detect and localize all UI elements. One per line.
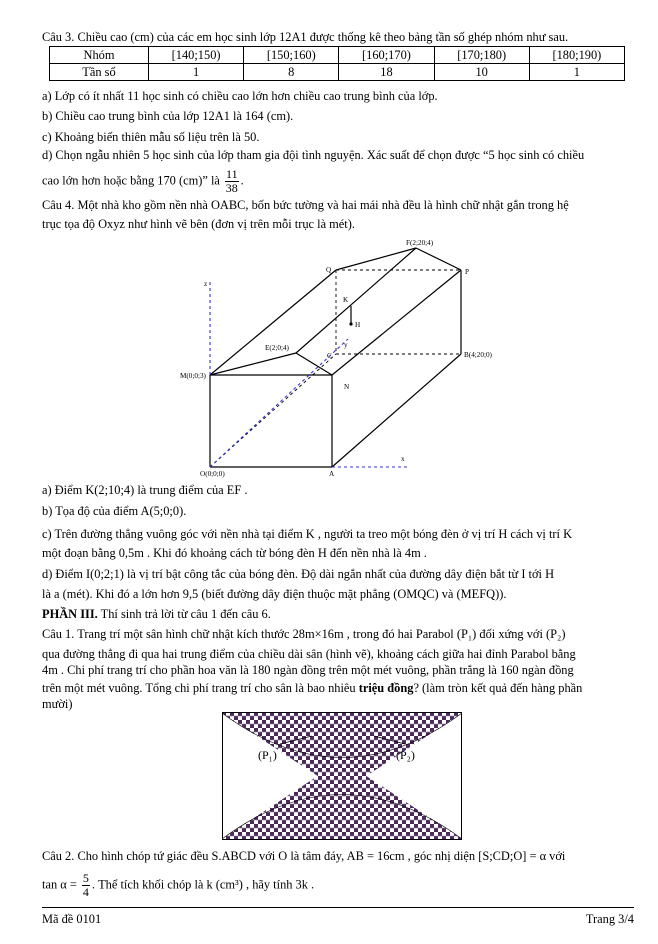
table-cell: [160;170) — [339, 47, 434, 64]
label-A: A — [329, 470, 335, 478]
label-N: N — [344, 383, 350, 391]
p1-parabola-label: (P₁) — [258, 748, 277, 762]
p1-line5: mười) — [42, 697, 73, 711]
table-cell: Nhóm — [50, 47, 149, 64]
table-row — [50, 64, 625, 81]
table-row — [50, 47, 625, 64]
table-cell: [170;180) — [434, 47, 529, 64]
label-y: y — [344, 341, 348, 349]
frequency-table — [49, 46, 625, 81]
table-cell: 1 — [149, 64, 244, 81]
fraction-numerator: 5 — [82, 871, 89, 885]
q4-option-c-line1: c) Trên đường thẳng vuông góc với nền nhà tại điểm K , người ta treo một bóng đèn ở vị trí H cách vị trí K — [42, 527, 573, 541]
p2-parabola-label: (P₂) — [396, 748, 415, 762]
page-number: Trang 3/4 — [585, 912, 634, 926]
p1-line4-text: trên một mét vuông. Tổng chi phí trang trí cho sân là bao nhiêu — [42, 681, 359, 695]
p1-line4-end: ? (làm tròn kết quả đến hàng phần — [413, 681, 583, 695]
exam-code: Mã đề 0101 — [42, 912, 102, 926]
q3-option-d-line2 — [42, 168, 244, 195]
footer-divider — [42, 907, 634, 908]
q3-intro: Câu 3. Chiều cao (cm) của các em học sinh lớp 12A1 được thống kê theo bảng tần số ghép nhóm như sau. — [42, 30, 569, 44]
table-cell: Tần số — [50, 64, 149, 81]
label-K: K — [343, 296, 349, 304]
warehouse-figure — [180, 236, 510, 480]
label-F: F(2;20;4) — [406, 239, 434, 247]
table-cell: [180;190) — [529, 47, 624, 64]
p1-line4 — [42, 680, 582, 696]
table-cell: [140;150) — [149, 47, 244, 64]
q4-option-c-line2: một đoạn bằng 0,5m . Khi đó khoảng cách từ bóng đèn H đến nền nhà là 4m . — [42, 546, 427, 560]
fraction — [225, 168, 239, 195]
label-M: M(0;0;3) — [180, 372, 206, 380]
parabola-yard-figure — [222, 712, 462, 840]
label-O: O(0;0;0) — [200, 470, 225, 478]
fraction-numerator: 11 — [226, 167, 238, 181]
part3-subtitle: Thí sinh trả lời từ câu 1 đến câu 6. — [97, 607, 271, 621]
label-H: H — [355, 321, 361, 329]
label-P: P — [465, 268, 469, 276]
p1-line4-bold: triệu đồng — [358, 681, 414, 695]
q4-option-b: b) Tọa độ của điểm A(5;0;0). — [42, 504, 187, 518]
q4-intro-line2: trục tọa độ Oxyz như hình vẽ bên (đơn vị trên mỗi trục là mét). — [42, 217, 355, 231]
p2-line2 — [42, 872, 314, 899]
label-E: E(2;0;4) — [265, 344, 289, 352]
label-z: z — [204, 280, 208, 288]
q3-d-text: cao lớn hơn hoặc bằng 170 (cm)” là — [42, 173, 220, 188]
q4-option-d-line1: d) Điểm I(0;2;1) là vị trí bật công tắc của bóng đèn. Độ dài ngắn nhất của đường dây điện bắt từ I tới H — [42, 567, 555, 581]
part3-title: PHẦN III. — [42, 607, 98, 621]
table-cell: 18 — [339, 64, 434, 81]
q3-option-a: a) Lớp có ít nhất 11 học sinh có chiều cao lớn hơn chiều cao trung bình của lớp. — [42, 89, 438, 103]
q4-intro-line1: Câu 4. Một nhà kho gồm nền nhà OABC, bốn bức tường và hai mái nhà đều là hình chữ nhật gắn trong hệ — [42, 198, 569, 212]
fraction-denominator: 4 — [82, 885, 89, 899]
p1-line2: qua đường thẳng đi qua hai trung điểm của chiều dài sân (hình vẽ), khoảng cách giữa hai đỉnh Parabol bằng — [42, 647, 576, 661]
label-Q: Q — [326, 266, 332, 274]
q3-option-b: b) Chiều cao trung bình của lớp 12A1 là 164 (cm). — [42, 109, 294, 123]
q3-d-end: . — [240, 173, 244, 188]
fraction — [82, 872, 90, 899]
fraction-denominator: 38 — [225, 181, 238, 195]
p1-line1: Câu 1. Trang trí một sân hình chữ nhật kích thước 28m×16m , trong đó hai Parabol (P₁) đối xứng với (P₂) — [42, 627, 566, 641]
p2-line1: Câu 2. Cho hình chóp tứ giác đều S.ABCD với O là tâm đáy, AB = 16cm , góc nhị diện [S;CD;O] = α với — [42, 849, 566, 863]
label-B: B(4;20;0) — [464, 351, 492, 359]
table-cell: 8 — [244, 64, 339, 81]
label-C: C — [327, 352, 332, 360]
q4-option-d-line2: là a (mét). Khi đó a lớn hơn 9,5 (biết đường dây điện thuộc mặt phẳng (OMQC) và (MEFQ)). — [42, 587, 507, 601]
p1-line3: 4m . Chi phí trang trí cho phần hoa văn là 180 ngàn đồng trên một mét vuông, phần trắng là 160 ngàn đồng — [42, 663, 574, 677]
table-cell: 10 — [434, 64, 529, 81]
part3-heading — [42, 606, 271, 622]
label-x: x — [401, 455, 405, 463]
q3-option-d-line1: d) Chọn ngẫu nhiên 5 học sinh của lớp tham gia đội tình nguyện. Xác suất để chọn được “5 học sinh có chiều — [42, 148, 585, 162]
q3-option-c: c) Khoảng biến thiên mẫu số liệu trên là 50. — [42, 130, 260, 144]
table-cell: 1 — [529, 64, 624, 81]
p2-rest: . Thể tích khối chóp là k (cm³) , hãy tính 3k . — [91, 877, 315, 892]
table-cell: [150;160) — [244, 47, 339, 64]
p2-tan: tan α = — [42, 877, 77, 892]
q4-option-a: a) Điểm K(2;10;4) là trung điểm của EF . — [42, 483, 248, 497]
